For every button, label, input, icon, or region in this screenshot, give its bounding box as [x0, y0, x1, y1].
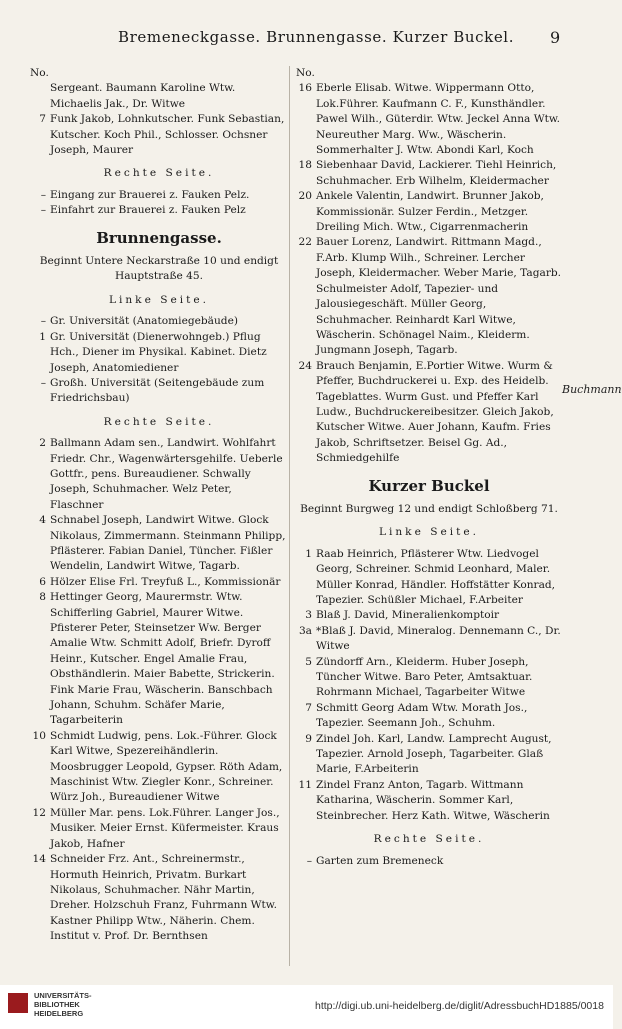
house-number: 11	[298, 778, 312, 791]
entry-text: Schnabel Joseph, Landwirt Witwe. Glock Nikolaus, Zimmermann. Steinmann Philipp, Pflästerer. Fabian Daniel, Tüncher. Fißler Wendelin, Landwirt Witwe, Tagarb.	[50, 514, 286, 573]
rechte-seite-label: Rechte Seite.	[103, 167, 215, 180]
brunnengasse-links	[30, 314, 288, 406]
entry-row	[296, 701, 562, 732]
page-title: Bremeneckgasse. Brunnengasse. Kurzer Buckel.	[118, 28, 515, 46]
source-url-link[interactable]: http://digi.ub.uni-heidelberg.de/diglit/AdressbuchHD1885/0018	[315, 1000, 604, 1012]
section-title-brunnengasse: Brunnengasse.	[96, 228, 222, 247]
entry-row	[296, 189, 562, 235]
house-number: –	[40, 188, 46, 201]
house-number: –	[306, 854, 312, 867]
entry-row	[30, 575, 288, 590]
house-number: 5	[305, 655, 312, 668]
kurzer-buckel-rechte	[296, 854, 562, 869]
entry-text: Gr. Universität (Anatomiegebäude)	[50, 315, 238, 328]
no-label: No.	[296, 67, 315, 79]
entry-row	[296, 854, 562, 869]
entry-text: Zindel Joh. Karl, Landw. Lamprecht August, Tapezier. Arnold Joseph, Tagarbeiter. Glaß Marie, F.Arbeiterin	[316, 732, 552, 776]
entry-text: Einfahrt zur Brauerei z. Fauken Pelz	[50, 204, 246, 217]
kurzer-buckel-links	[296, 547, 562, 824]
logo-line: BIBLIOTHEK	[34, 1000, 80, 1009]
house-number: 14	[32, 853, 46, 866]
house-number: 7	[305, 701, 312, 714]
house-number: 6	[39, 575, 46, 588]
house-number: 10	[32, 729, 46, 742]
entry-text: Großh. Universität (Seitengebäude zum Friedrichsbau)	[50, 376, 265, 405]
entry-text: Ankele Valentin, Landwirt. Brunner Jakob, Kommissionär. Sulzer Ferdin., Metzger. Dreiling Mich. Wtw., Cigarrenmacherin	[316, 190, 544, 234]
entry-text: Eberle Elisab. Witwe. Wippermann Otto, Lok.Führer. Kaufmann C. F., Kunsthändler. Pawel Wilh., Güterdir. Wtw. Jeckel Anna Wtw. Neureuther Marg. Ww., Wäscherin. Sommerhalter J. Wtw. Abondi Karl, Koch	[316, 82, 561, 157]
entry-row	[30, 188, 288, 203]
house-number: 20	[298, 190, 312, 203]
page-header	[0, 28, 613, 48]
column-divider	[289, 66, 290, 966]
linke-seite-label: Linke Seite.	[108, 293, 210, 306]
house-number: 1	[39, 330, 46, 343]
entry-row	[296, 158, 562, 189]
entry-row	[30, 513, 288, 575]
house-number: 18	[298, 159, 312, 172]
entry-text: Müller Mar. pens. Lok.Führer. Langer Jos., Musiker. Meier Ernst. Küfermeister. Kraus Jakob, Hafner	[50, 806, 280, 850]
house-number: 3	[305, 609, 312, 622]
entry-text: Siebenhaar David, Lackierer. Tiehl Heinrich, Schuhmacher. Erb Wilhelm, Kleidermacher	[316, 159, 557, 187]
house-number: 1	[305, 547, 312, 560]
logo-line: UNIVERSITÄTS-	[34, 991, 92, 1000]
house-number: –	[40, 204, 46, 217]
entry-text: Funk Jakob, Lohnkutscher. Funk Sebastian, Kutscher. Koch Phil., Schlosser. Ochsner Joseph, Maurer	[50, 113, 285, 157]
house-number: 9	[305, 732, 312, 745]
entry-text: *Blaß J. David, Mineralog. Dennemann C., Dr. Witwe	[316, 624, 561, 653]
entry-row	[296, 359, 562, 467]
section-title-kurzer-buckel: Kurzer Buckel	[368, 476, 490, 495]
logo-line: HEIDELBERG	[34, 1009, 84, 1018]
page-number: 9	[550, 28, 561, 47]
entry-row	[30, 314, 288, 329]
entry-text: Garten zum Bremeneck	[316, 854, 444, 867]
house-number: 12	[32, 806, 46, 819]
entry-text: Schneider Frz. Ant., Schreinermstr., Hormuth Heinrich, Privatm. Burkart Nikolaus, Schuhmacher. Nähr Martin, Dreher. Holzschuh Franz, Fuhrmann Wtw. Kastner Philipp Wtw., Näherin. Chem. Institut v. Prof. Dr. Bernthsen	[50, 853, 277, 943]
footer	[0, 985, 613, 1029]
section-desc-kurzer-buckel: Beginnt Burgweg 12 und endigt Schloßberg 71.	[300, 502, 558, 515]
entries-top-right	[296, 81, 562, 466]
entry-text: Ballmann Adam sen., Landwirt. Wohlfahrt Friedr. Chr., Wagenwärtersgehilfe. Ueberle Gottfr., pens. Bureaudiener. Schwally Joseph, Schuhmacher. Welz Peter, Flaschner	[50, 437, 283, 511]
right-column	[296, 66, 562, 869]
entry-row	[296, 608, 562, 623]
house-number: 24	[298, 359, 312, 372]
entry-row	[30, 729, 288, 806]
entry-text: Hettinger Georg, Maurermstr. Wtw. Schifferling Gabriel, Maurer Witwe. Pfisterer Peter, Steinsetzer Ww. Berger Amalie Wtw. Schmitt Adolf, Briefr. Dyroff Heinr., Kutscher. Engel Amalie Frau, Obsthändlerin. Maier Babette, Strickerin. Fink Marie Frau, Wäscherin. Banschbach Johann, Schuhm. Schäfer Marie, Tagarbeiterin	[50, 591, 275, 727]
entry-row	[30, 436, 288, 513]
section-desc-brunnengasse: Beginnt Untere Neckarstraße 10 und endigt Hauptstraße 45.	[39, 255, 279, 283]
entry-text: Eingang zur Brauerei z. Fauken Pelz.	[50, 188, 250, 201]
entry-row	[296, 778, 562, 824]
left-column	[30, 66, 288, 945]
rechte-seite-label: Rechte Seite.	[373, 833, 485, 846]
entries-top	[30, 81, 288, 158]
entry-text: Schmidt Ludwig, pens. Lok.-Führer. Glock Karl Witwe, Spezereihändlerin. Moosbrugger Leopold, Gypser. Röth Adam, Maschinist Wtw. Ziegler Konr., Schreiner. Würz Joh., Bureaudiener Witwe	[50, 729, 283, 804]
handwritten-margin-note: Buchmann	[562, 383, 622, 396]
library-logo-text	[34, 991, 92, 1018]
entry-row	[30, 81, 288, 112]
house-number: 16	[298, 82, 312, 95]
house-number: –	[40, 376, 46, 389]
entry-row	[296, 235, 562, 358]
library-logo-icon	[8, 993, 28, 1013]
entry-row	[30, 376, 288, 407]
house-number: 22	[298, 236, 312, 249]
entry-row	[296, 655, 562, 701]
entry-text: Brauch Benjamin, E.Portier Witwe. Wurm & Pfeffer, Buchdruckerei u. Exp. des Heidelb. Tageblattes. Wurm Gust. und Pfeffer Karl Ludw., Buchdruckereibesitzer. Gleich Jakob, Kutscher Witwe. Auer Johann, Kaufm. Fries Jakob, Schriftsetzer. Beisel Gg. Ad., Schmiedgehilfe	[316, 359, 554, 465]
entry-text: Zindel Franz Anton, Tagarb. Wittmann Katharina, Wäscherin. Sommer Karl, Steinbrecher. Herz Kath. Witwe, Wäscherin	[316, 778, 550, 822]
entry-row	[296, 732, 562, 778]
entry-text: Sergeant. Baumann Karoline Wtw. Michaelis Jak., Dr. Witwe	[50, 82, 236, 110]
house-number: 3a	[298, 624, 312, 637]
entry-text: Blaß J. David, Mineralienkomptoir	[316, 609, 500, 622]
entry-row	[30, 590, 288, 729]
entry-row	[296, 624, 562, 655]
entry-text: Gr. Universität (Dienerwohngeb.) Pflug Hch., Diener im Physikal. Kabinet. Dietz Joseph, Anatomiediener	[50, 330, 267, 374]
entry-row	[30, 203, 288, 218]
house-number: –	[40, 315, 46, 328]
entry-row	[30, 112, 288, 158]
entry-text: Schmitt Georg Adam Wtw. Morath Jos., Tapezier. Seemann Joh., Schuhm.	[316, 701, 528, 730]
entry-text: Hölzer Elise Frl. Treyfuß L., Kommissionär	[50, 575, 281, 588]
entry-text: Bauer Lorenz, Landwirt. Rittmann Magd., F.Arb. Klump Wilh., Schreiner. Lercher Joseph, Kleidermacher. Weber Marie, Tagarb. Schulmeister Adolf, Tapezier- und Jalousiegeschäft. Müller Georg, Schuhmacher. Reinhardt Karl Witwe, Wäscherin. Schönagel Naim., Kleiderm. Jungmann Joseph, Tagarb.	[316, 236, 562, 357]
entry-row	[30, 852, 288, 944]
linke-seite-label: Linke Seite.	[378, 526, 480, 539]
house-number: 8	[39, 591, 46, 604]
entry-text: Raab Heinrich, Pflästerer Wtw. Liedvogel Georg, Schreiner. Schmid Leonhard, Maler. Müller Konrad, Händler. Hoffstätter Konrad, Tapezier. Schüßler Michael, F.Arbeiter	[316, 547, 556, 606]
brunnengasse-rechte	[30, 436, 288, 944]
entries-rechte	[30, 188, 288, 219]
entry-row	[296, 81, 562, 158]
entry-row	[30, 330, 288, 376]
entry-row	[30, 806, 288, 852]
house-number: 2	[39, 437, 46, 450]
house-number: 7	[39, 113, 46, 126]
rechte-seite-label: Rechte Seite.	[103, 415, 215, 428]
no-label: No.	[30, 67, 49, 79]
entry-row	[296, 547, 562, 609]
entry-text: Zündorff Arn., Kleiderm. Huber Joseph, Tüncher Witwe. Baro Peter, Amtsaktuar. Rohrmann Michael, Tagarbeiter Witwe	[316, 655, 533, 699]
house-number: 4	[39, 514, 46, 527]
